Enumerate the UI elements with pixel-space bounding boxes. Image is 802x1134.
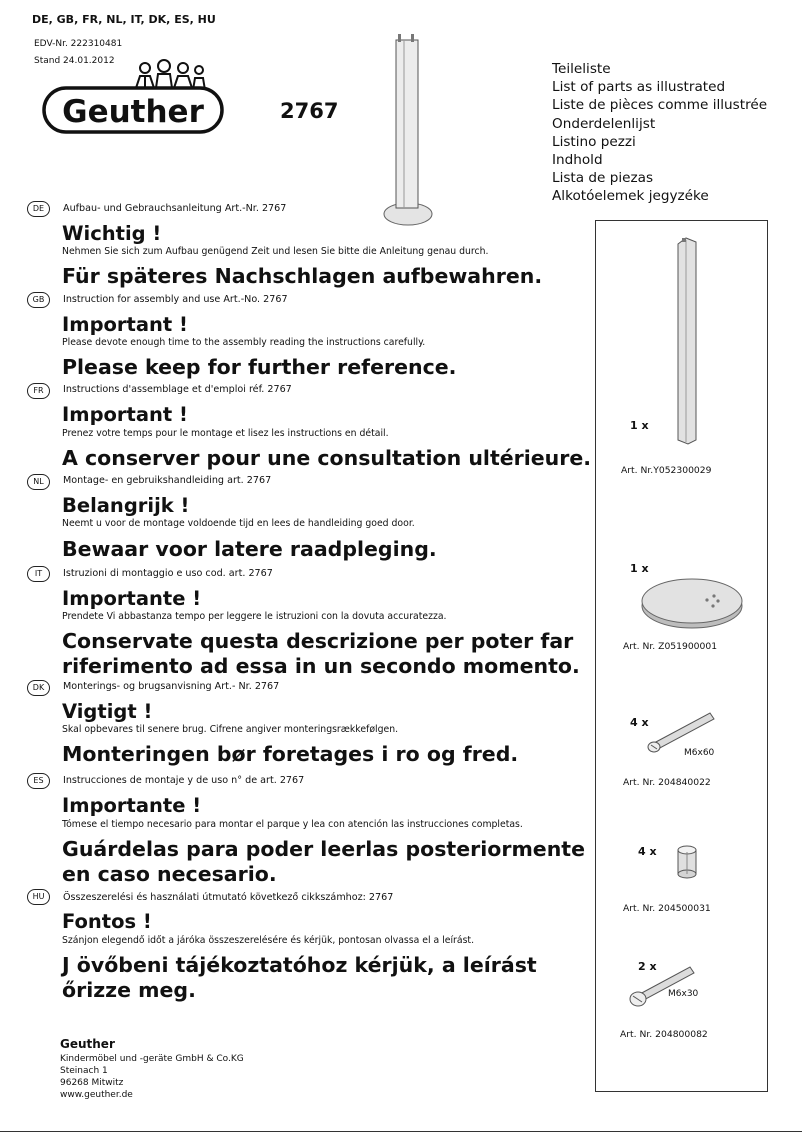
footer-line-1: Kindermöbel und -geräte GmbH & Co.KG [60, 1054, 244, 1064]
description-fr: Prenez votre temps pour le montage et lisez les instructions en détail. [62, 428, 389, 439]
edv-number: EDV-Nr. 222310481 [34, 39, 123, 49]
intro-es: Instrucciones de montaje y de uso n° de art. 2767 [63, 775, 305, 786]
bottom-divider [0, 1131, 802, 1132]
company-footer [60, 1037, 244, 1101]
article-number: 2767 [280, 99, 339, 123]
important-fr: Important ! [62, 403, 188, 426]
title-dk: Indhold [552, 152, 603, 169]
lang-badge-dk: DK [27, 680, 50, 696]
part-2-art: Art. Nr. Z051900001 [623, 641, 718, 652]
part-3-art: Art. Nr. 204840022 [623, 777, 711, 788]
post-icon [672, 236, 702, 446]
part-5-qty: 2 x [638, 960, 657, 973]
languages-line: DE, GB, FR, NL, IT, DK, ES, HU [32, 13, 216, 26]
title-de: Teileliste [552, 61, 611, 77]
lang-badge-it: IT [27, 566, 50, 582]
footer-line-2: Steinach 1 [60, 1066, 108, 1076]
part-2-qty: 1 x [630, 562, 649, 575]
important-it: Importante ! [62, 587, 202, 610]
important-es: Importante ! [62, 794, 202, 817]
barrel-nut-icon [674, 844, 700, 880]
keep-notice-es: Guárdelas para poder leerlas posteriormente en caso necesario. [62, 837, 586, 886]
part-4-qty: 4 x [638, 845, 657, 858]
product-illustration [378, 24, 438, 234]
part-1-qty: 1 x [630, 419, 649, 432]
keep-notice-nl: Bewaar voor latere raadpleging. [62, 537, 437, 561]
intro-gb: Instruction for assembly and use Art.-No. 2767 [63, 294, 288, 305]
lang-badge-de: DE [27, 201, 50, 217]
title-fr: Liste de pièces comme illustrée [552, 97, 768, 114]
intro-dk: Monterings- og brugsanvisning Art.- Nr. 2767 [63, 681, 280, 692]
title-hu: Alkotóelemek jegyzéke [552, 188, 709, 205]
part-5-art: Art. Nr. 204800082 [620, 1029, 708, 1040]
part-3-spec: M6x60 [684, 748, 715, 758]
description-dk: Skal opbevares til senere brug. Cifrene angiver monteringsrækkefølgen. [62, 724, 399, 735]
keep-notice-it: Conservate questa descrizione per poter far riferimento ad essa in un secondo momento. [62, 629, 580, 678]
brand-name: Geuther [62, 94, 204, 130]
keep-notice-gb: Please keep for further reference. [62, 355, 457, 379]
lang-badge-es: ES [27, 773, 50, 789]
geuther-logo [42, 58, 226, 134]
stand-date: Stand 24.01.2012 [34, 56, 115, 66]
base-plate-icon [640, 576, 744, 630]
lang-badge-gb: GB [27, 292, 50, 308]
intro-nl: Montage- en gebruikshandleiding art. 2767 [63, 475, 272, 486]
important-hu: Fontos ! [62, 910, 152, 933]
description-nl: Neemt u voor de montage voldoende tijd en lees de handleiding goed door. [62, 518, 415, 529]
intro-it: Istruzioni di montaggio e uso cod. art. 2767 [63, 568, 273, 579]
title-es: Lista de piezas [552, 170, 654, 187]
lang-badge-fr: FR [27, 383, 50, 399]
important-nl: Belangrijk ! [62, 494, 190, 517]
footer-company-name: Geuther [60, 1037, 115, 1051]
part-3-qty: 4 x [630, 716, 649, 729]
keep-notice-hu: J övőbeni tájékoztatóhoz kérjük, a leírást őrizze meg. [62, 953, 537, 1002]
lang-badge-nl: NL [27, 474, 50, 490]
intro-de: Aufbau- und Gebrauchsanleitung Art.-Nr. 2767 [63, 203, 287, 214]
keep-notice-dk: Monteringen bør foretages i ro og fred. [62, 742, 519, 766]
part-1-art: Art. Nr.Y052300029 [621, 465, 712, 476]
part-4-art: Art. Nr. 204500031 [623, 903, 711, 914]
description-gb: Please devote enough time to the assembly reading the instructions carefully. [62, 337, 426, 348]
intro-hu: Összeszerelési és használati útmutató következő cikkszámhoz: 2767 [63, 892, 394, 903]
keep-notice-fr: A conserver pour une consultation ultérieure. [62, 446, 592, 470]
title-gb: List of parts as illustrated [552, 79, 726, 96]
part-5-spec: M6x30 [668, 989, 699, 999]
important-gb: Important ! [62, 313, 188, 336]
description-de: Nehmen Sie sich zum Aufbau genügend Zeit und lesen Sie bitte die Anleitung genau durch. [62, 246, 489, 257]
description-es: Tómese el tiempo necesario para montar el parque y lea con atención las instrucciones completas. [62, 819, 523, 830]
description-it: Prendete Vi abbastanza tempo per leggere le istruzioni con la dovuta accuratezza. [62, 611, 447, 622]
children-figures-icon [42, 58, 226, 134]
title-it: Listino pezzi [552, 133, 636, 150]
parts-list-titles [552, 60, 767, 206]
parts-panel [595, 220, 768, 1092]
title-nl: Onderdelenlijst [552, 115, 656, 132]
important-dk: Vigtigt ! [62, 700, 153, 723]
screw-icon [626, 961, 698, 1011]
keep-notice-de: Für späteres Nachschlagen aufbewahren. [62, 264, 543, 288]
lang-badge-hu: HU [27, 889, 50, 905]
description-hu: Szánjon elegendő időt a járóka összeszerelésére és kérjük, pontosan olvassa el a leírást. [62, 935, 475, 946]
intro-fr: Instructions d'assemblage et d'emploi réf. 2767 [63, 384, 292, 395]
important-de: Wichtig ! [62, 222, 162, 245]
footer-line-3: 96268 Mitwitz [60, 1078, 124, 1088]
footer-website: www.geuther.de [60, 1090, 133, 1100]
